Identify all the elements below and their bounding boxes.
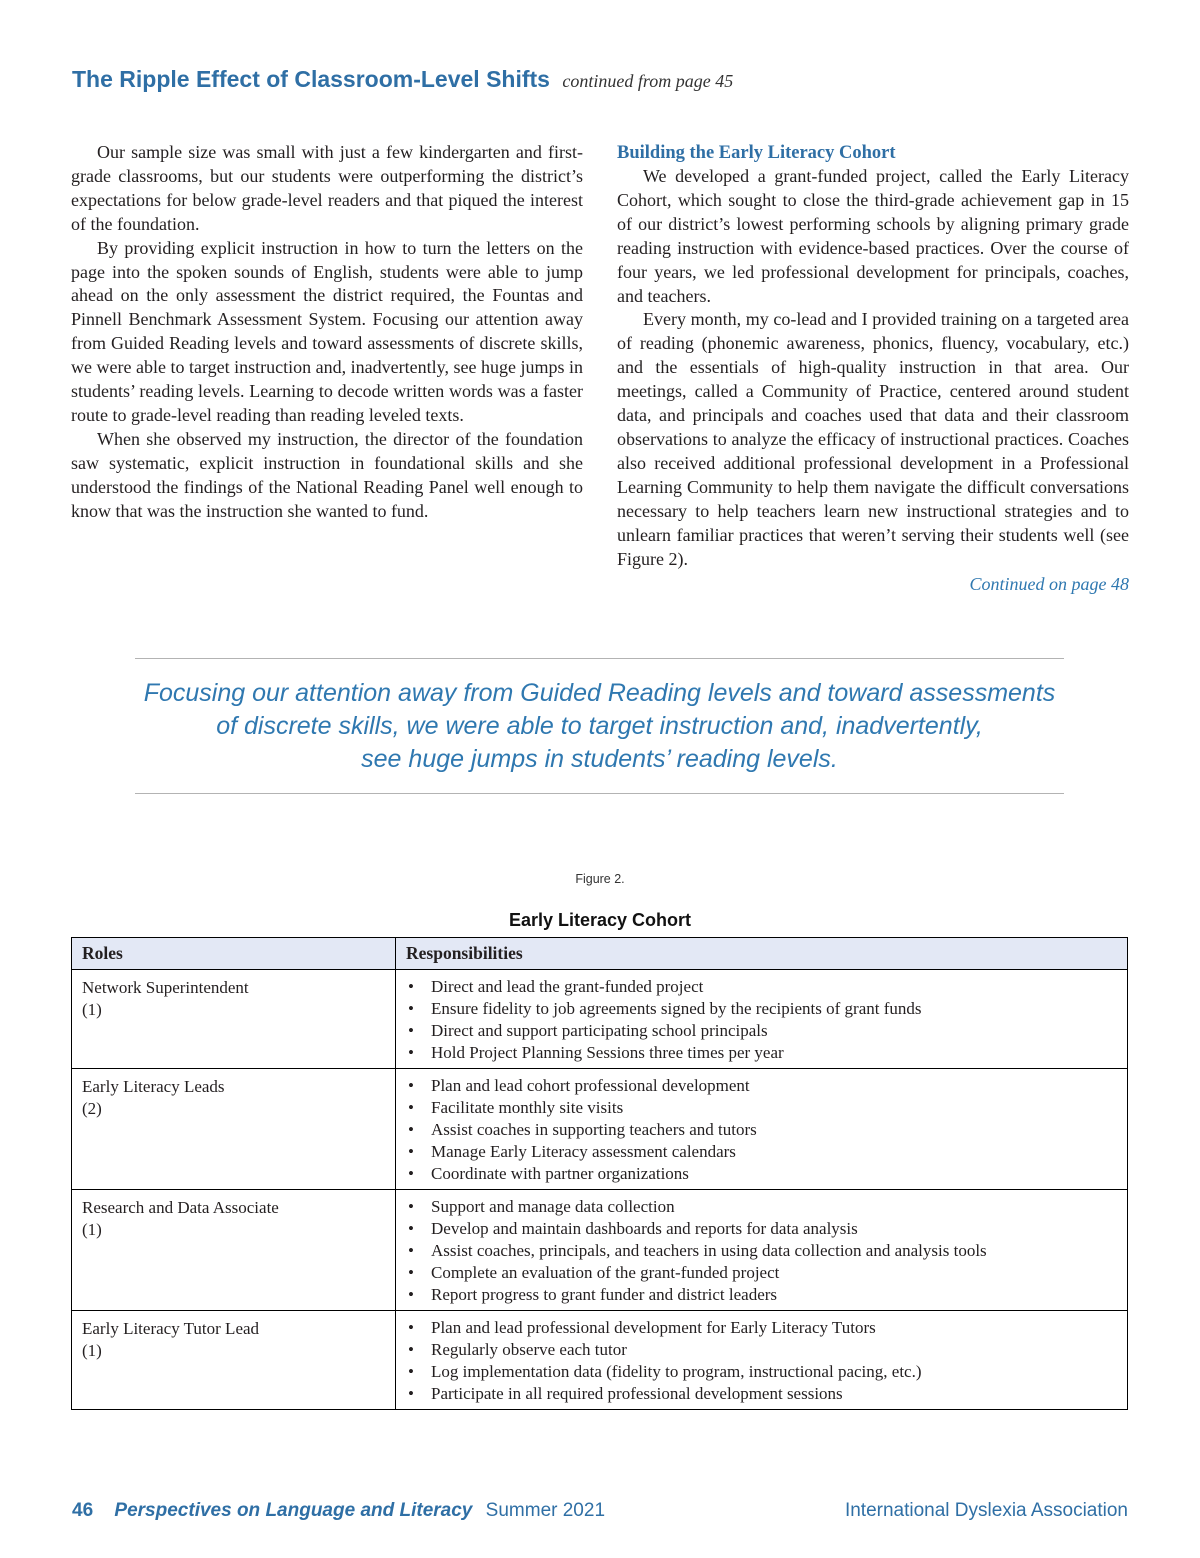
- responsibility-item: • Coordinate with partner organizations: [406, 1163, 1117, 1185]
- responsibility-item: • Assist coaches, principals, and teachers in using data collection and analysis tools: [406, 1240, 1117, 1262]
- role-count: (1): [82, 1341, 102, 1360]
- responsibility-item: • Plan and lead professional development for Early Literacy Tutors: [406, 1317, 1117, 1339]
- pull-quote-line: of discrete skills, we were able to target instruction and, inadvertently,: [216, 711, 983, 740]
- role-count: (1): [82, 1220, 102, 1239]
- responsibility-item: • Ensure fidelity to job agreements signed by the recipients of grant funds: [406, 998, 1117, 1020]
- responsibility-item: • Regularly observe each tutor: [406, 1339, 1117, 1361]
- role-name: Early Literacy Tutor Lead: [82, 1319, 260, 1338]
- column-header-responsibilities: Responsibilities: [396, 938, 1128, 970]
- responsibility-item: • Log implementation data (fidelity to program, instructional pacing, etc.): [406, 1361, 1117, 1383]
- body-paragraph: By providing explicit instruction in how to turn the letters on the page into the spoken sounds of English, students were able to jump ahead on the only assessment the district required, the Fountas and Pinnell Benchmark Assessment System. Focusing our attention away from Guided Reading levels and toward assessments of discrete skills, we were able to target instruction and, inadvertently, see huge jumps in students’ reading levels. Learning to decode written words was a faster route to grade-level reading than reading leveled texts.: [71, 237, 583, 425]
- role-name: Early Literacy Leads: [82, 1077, 225, 1096]
- article-title: The Ripple Effect of Classroom-Level Shifts: [72, 66, 550, 92]
- role-name: Research and Data Associate: [82, 1198, 279, 1217]
- responsibility-item: • Participate in all required professional development sessions: [406, 1383, 1117, 1405]
- table-header-row: [72, 938, 1128, 970]
- continued-on-note: Continued on page 48: [969, 574, 1129, 595]
- responsibilities-cell: [396, 1311, 1128, 1410]
- pull-quote-line: Focusing our attention away from Guided Reading levels and toward assessments: [143, 678, 1056, 707]
- column-header-roles: Roles: [72, 938, 396, 970]
- organization-name: International Dyslexia Association: [844, 1500, 1128, 1521]
- figure-title: Early Literacy Cohort: [508, 910, 692, 930]
- role-count: (2): [82, 1099, 102, 1118]
- responsibility-item: • Direct and lead the grant-funded project: [406, 976, 1117, 998]
- body-paragraph: Every month, my co-lead and I provided training on a targeted area of reading (phonemic awareness, phonics, fluency, vocabulary, etc.) and the essentials of high-quality instruction in that area. Our meetings, called a Community of Practice, centered around student data, and principals and coaches used that data and their classroom observations to analyze the efficacy of instructional practices. Coaches also received additional professional development in a Professional Learning Community to help them navigate the difficult conversations necessary to help teachers learn new instructional strategies and to unlearn familiar practices that weren’t serving their students well (see Figure 2).: [617, 309, 1129, 569]
- continued-from-note: continued from page 45: [562, 71, 734, 91]
- responsibilities-cell: [396, 1069, 1128, 1190]
- responsibility-item: • Support and manage data collection: [406, 1196, 1117, 1218]
- responsibility-item: • Manage Early Literacy assessment calendars: [406, 1141, 1117, 1163]
- pull-quote-line: see huge jumps in students’ reading levels.: [361, 744, 838, 773]
- figure-label: Figure 2.: [575, 872, 625, 886]
- responsibility-item: • Direct and support participating school principals: [406, 1020, 1117, 1042]
- table-row: [72, 1311, 1128, 1410]
- page-footer: [72, 1500, 1128, 1526]
- responsibility-item: • Assist coaches in supporting teachers and tutors: [406, 1119, 1117, 1141]
- page-number: 46: [72, 1500, 94, 1521]
- role-cell: [72, 1069, 396, 1190]
- journal-name: Perspectives on Language and Literacy: [114, 1500, 473, 1521]
- left-column: [71, 141, 583, 524]
- page-header: [72, 66, 1132, 93]
- responsibility-item: • Hold Project Planning Sessions three times per year: [406, 1042, 1117, 1064]
- role-cell: [72, 1190, 396, 1311]
- issue-date: Summer 2021: [485, 1500, 606, 1521]
- table-row: [72, 1190, 1128, 1311]
- body-paragraph: Our sample size was small with just a few kindergarten and first-grade classrooms, but our students were outperforming the district’s expectations for below grade-level readers and that piqued the interest of the foundation.: [71, 142, 583, 234]
- role-name: Network Superintendent: [82, 978, 249, 997]
- table-row: [72, 1069, 1128, 1190]
- responsibilities-cell: [396, 970, 1128, 1069]
- responsibility-item: • Complete an evaluation of the grant-funded project: [406, 1262, 1117, 1284]
- role-count: (1): [82, 1000, 102, 1019]
- body-paragraph: We developed a grant-funded project, called the Early Literacy Cohort, which sought to close the third-grade achievement gap in 15 of our district’s lowest performing schools by aligning primary grade reading instruction with evidence-based practices. Over the course of four years, we led professional development for principals, coaches, and teachers.: [617, 166, 1129, 306]
- responsibility-item: • Report progress to grant funder and district leaders: [406, 1284, 1117, 1306]
- section-heading: Building the Early Literacy Cohort: [617, 143, 896, 163]
- body-paragraph: When she observed my instruction, the director of the foundation saw systematic, explicit instruction in foundational skills and she understood the findings of the National Reading Panel well enough to know that was the instruction she wanted to fund.: [71, 428, 583, 521]
- right-column: [617, 141, 1129, 597]
- responsibility-item: • Facilitate monthly site visits: [406, 1097, 1117, 1119]
- role-cell: [72, 970, 396, 1069]
- responsibility-item: • Plan and lead cohort professional development: [406, 1075, 1117, 1097]
- role-cell: [72, 1311, 396, 1410]
- table-row: [72, 970, 1128, 1069]
- responsibility-item: • Develop and maintain dashboards and reports for data analysis: [406, 1218, 1117, 1240]
- pull-quote: [135, 658, 1064, 794]
- roles-table: [71, 937, 1128, 1410]
- responsibilities-cell: [396, 1190, 1128, 1311]
